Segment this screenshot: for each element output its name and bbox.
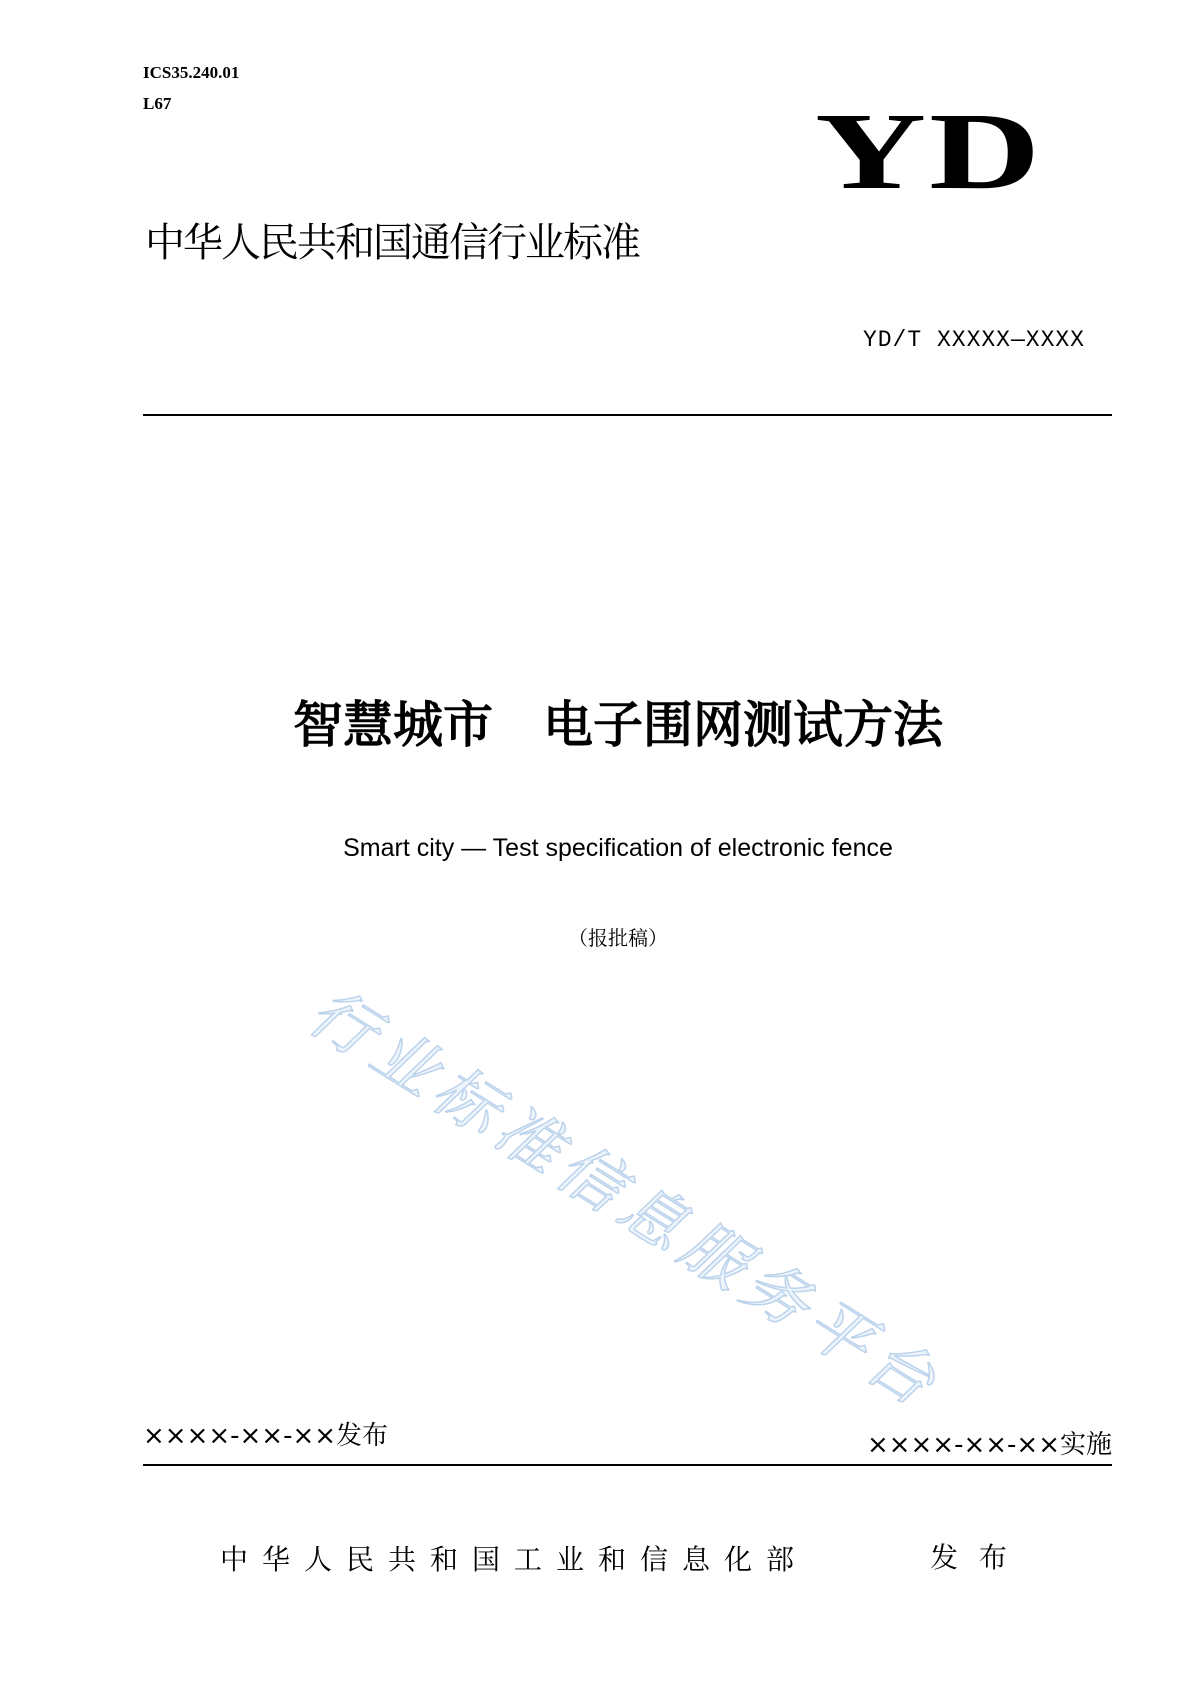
yd-logo: YD bbox=[815, 90, 1044, 212]
standard-number: YD/T XXXXX—XXXX bbox=[862, 327, 1085, 353]
issue-action: 发 布 bbox=[930, 1541, 1013, 1574]
ccs-code: L67 bbox=[143, 94, 172, 113]
watermark: 行业标准信息服务平台 bbox=[295, 975, 955, 1425]
ics-code: ICS35.240.01 bbox=[143, 63, 240, 82]
implement-date: ××××-××-××实施 bbox=[866, 1430, 1112, 1460]
issuer: 中华人民共和国工业和信息化部 bbox=[220, 1543, 809, 1576]
draft-stage: （报批稿） bbox=[568, 926, 668, 950]
publish-date: ××××-××-××发布 bbox=[143, 1421, 389, 1451]
top-divider bbox=[143, 414, 1112, 416]
title-english: Smart city — Test specification of electronic fence bbox=[343, 834, 893, 862]
standard-category: 中华人民共和国通信行业标准 bbox=[145, 220, 639, 266]
title-chinese: 智慧城市 电子围网测试方法 bbox=[293, 696, 943, 754]
bottom-divider bbox=[143, 1464, 1112, 1466]
